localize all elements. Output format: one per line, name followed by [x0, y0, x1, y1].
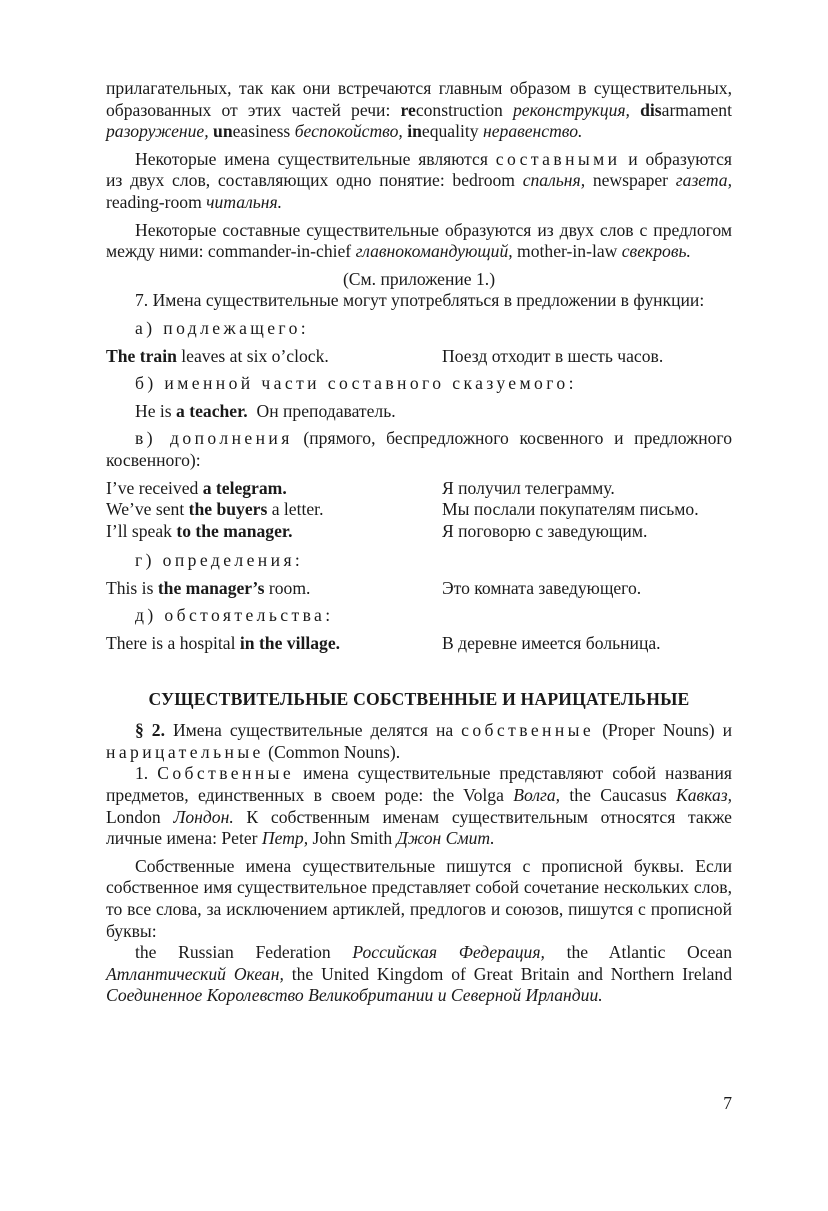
text: Некоторые составные существительные образуются из двух слов с предлогом между ними: commander-in-chief	[106, 219, 732, 262]
text: (Common Nouns).	[263, 741, 401, 762]
prefix: in	[407, 121, 422, 142]
example-row	[106, 521, 732, 543]
text: (Proper Nouns) и	[594, 720, 733, 741]
text: reading-room	[106, 191, 207, 212]
text: construction	[415, 99, 503, 120]
spaced-term: собственные	[461, 720, 595, 741]
example-russian: Я поговорю с заведующим.	[442, 520, 648, 541]
translation: Атлантический Океан,	[106, 963, 284, 984]
paragraph-examples-proper	[106, 942, 732, 1007]
translation: читальня.	[206, 191, 283, 212]
prefix: un	[213, 121, 233, 142]
label-adverbial: д) обстоятельства:	[135, 605, 334, 626]
translation: спальня,	[522, 170, 586, 191]
example-russian: Поезд отходит в шесть часов.	[442, 345, 664, 366]
text: This is	[106, 577, 158, 598]
text: the United Kingdom of Great Britain and Northern Ireland	[283, 963, 732, 984]
text: 1.	[135, 763, 158, 784]
page-number: 7	[723, 1093, 732, 1113]
translation: Кавказ,	[676, 785, 733, 806]
text: и образуются из двух слов, составляющих одно понятие: bedroom	[106, 148, 732, 191]
prefix: re	[400, 99, 416, 120]
label-attribute: г) определения:	[135, 550, 304, 571]
translation: Лондон.	[173, 806, 234, 827]
text: We’ve sent	[106, 499, 189, 520]
spaced-term: нарицательные	[106, 741, 264, 762]
example-english	[106, 499, 442, 521]
prefix: dis	[640, 99, 662, 120]
example-english	[106, 478, 442, 500]
example-adverbial	[106, 633, 732, 655]
text: There is a hospital	[106, 633, 240, 654]
example-russian: В деревне имеется больница.	[442, 633, 661, 654]
text: equality	[421, 121, 479, 142]
translation: беспокойство,	[294, 121, 403, 142]
paragraph-capitalization: Собственные имена существительные пишутся с прописной буквы. Если собственное имя существительное представляет собой сочетание нескольких слов, то все слова, за исключением артиклей, предлогов и союзов, пишутся с прописной буквы:	[106, 855, 732, 941]
emphasis: the buyers	[188, 499, 268, 520]
text: Имена существительные делятся на	[164, 720, 462, 741]
translation: Петр,	[261, 828, 309, 849]
example-english	[106, 521, 442, 543]
text: имена существительные представляют собой названия предметов, единственных в своем роде: the Volga	[106, 763, 733, 806]
translation: Российская Федерация,	[352, 942, 545, 963]
text: К собственным именам существительным относятся также личные имена: Peter	[106, 806, 732, 849]
text: John Smith	[308, 828, 397, 849]
translation: реконструкция,	[512, 99, 630, 120]
section-heading: СУЩЕСТВИТЕЛЬНЫЕ СОБСТВЕННЫЕ И НАРИЦАТЕЛЬНЫЕ	[148, 688, 690, 709]
text: the Russian Federation	[135, 942, 353, 963]
emphasis: in the village.	[239, 633, 341, 654]
example-english	[106, 633, 442, 655]
text: Некоторые имена существительные являются	[135, 148, 496, 169]
example-english	[106, 578, 442, 600]
text: London	[106, 806, 174, 827]
text: armament	[661, 99, 732, 120]
example-russian: Мы послали покупателям письмо.	[442, 499, 699, 520]
text: a letter.	[267, 499, 324, 520]
emphasis: to the manager.	[176, 520, 293, 541]
example-attribute	[106, 578, 732, 600]
text: the Caucasus	[560, 785, 677, 806]
text: newspaper	[585, 170, 676, 191]
translation: Волга,	[513, 785, 561, 806]
example-row	[106, 478, 732, 500]
translation: Джон Смит.	[396, 828, 495, 849]
examples-object	[106, 478, 732, 543]
spaced-term: составными	[495, 148, 621, 169]
text: mother-in-law	[512, 241, 622, 262]
translation: разоружение,	[106, 121, 209, 142]
example-russian: Он преподаватель.	[256, 400, 396, 421]
example-english	[106, 346, 442, 368]
book-page	[106, 78, 733, 1113]
text: He is	[135, 400, 177, 421]
emphasis: a teacher.	[176, 400, 248, 421]
text: прилагательных, так как они встречаются главным образом в существительных, образованных от этих частей речи:	[106, 78, 732, 120]
text: leaves at six o’clock.	[176, 345, 329, 366]
emphasis: a telegram.	[202, 477, 287, 498]
text: I’ll speak	[106, 520, 177, 541]
text: easiness	[232, 121, 291, 142]
text: I’ve received	[106, 477, 203, 498]
example-russian: Это комната заведующего.	[442, 577, 642, 598]
text: room.	[264, 577, 311, 598]
paragraph-compound-preposition	[106, 220, 732, 263]
translation: свекровь.	[621, 241, 691, 262]
emphasis: The train	[106, 345, 177, 366]
spaced-term: Собственные	[157, 763, 295, 784]
translation: Соединенное Королевство Великобритании и Северной Ирландии.	[106, 985, 603, 1006]
paragraph-section-2	[106, 720, 732, 763]
example-subject	[106, 346, 732, 368]
example-russian: Я получил телеграмму.	[442, 477, 615, 498]
text: the Atlantic Ocean	[544, 942, 732, 963]
example-predicative	[106, 401, 732, 423]
example-row	[106, 499, 732, 521]
paragraph-compound-nouns	[106, 149, 732, 214]
translation: неравенство.	[482, 121, 583, 142]
appendix-reference: (См. приложение 1.)	[342, 268, 496, 289]
translation: газета,	[675, 170, 732, 191]
paragraph-functions: 7. Имена существительные могут употребляться в предложении в функции:	[135, 290, 705, 311]
spaced-term: в) дополнения	[135, 428, 293, 449]
label-subject: а) подлежащего:	[135, 317, 310, 338]
label-object	[106, 428, 732, 471]
paragraph-prefixes	[106, 78, 732, 143]
section-number: § 2.	[135, 720, 165, 741]
emphasis: the manager’s	[157, 577, 265, 598]
label-predicative: б) именной части составного сказуемого:	[135, 373, 577, 394]
paragraph-proper-nouns	[106, 763, 732, 849]
translation: главнокомандующий,	[355, 241, 513, 262]
text: (прямого, беспредложного косвенного и предложного косвенного):	[106, 428, 732, 470]
